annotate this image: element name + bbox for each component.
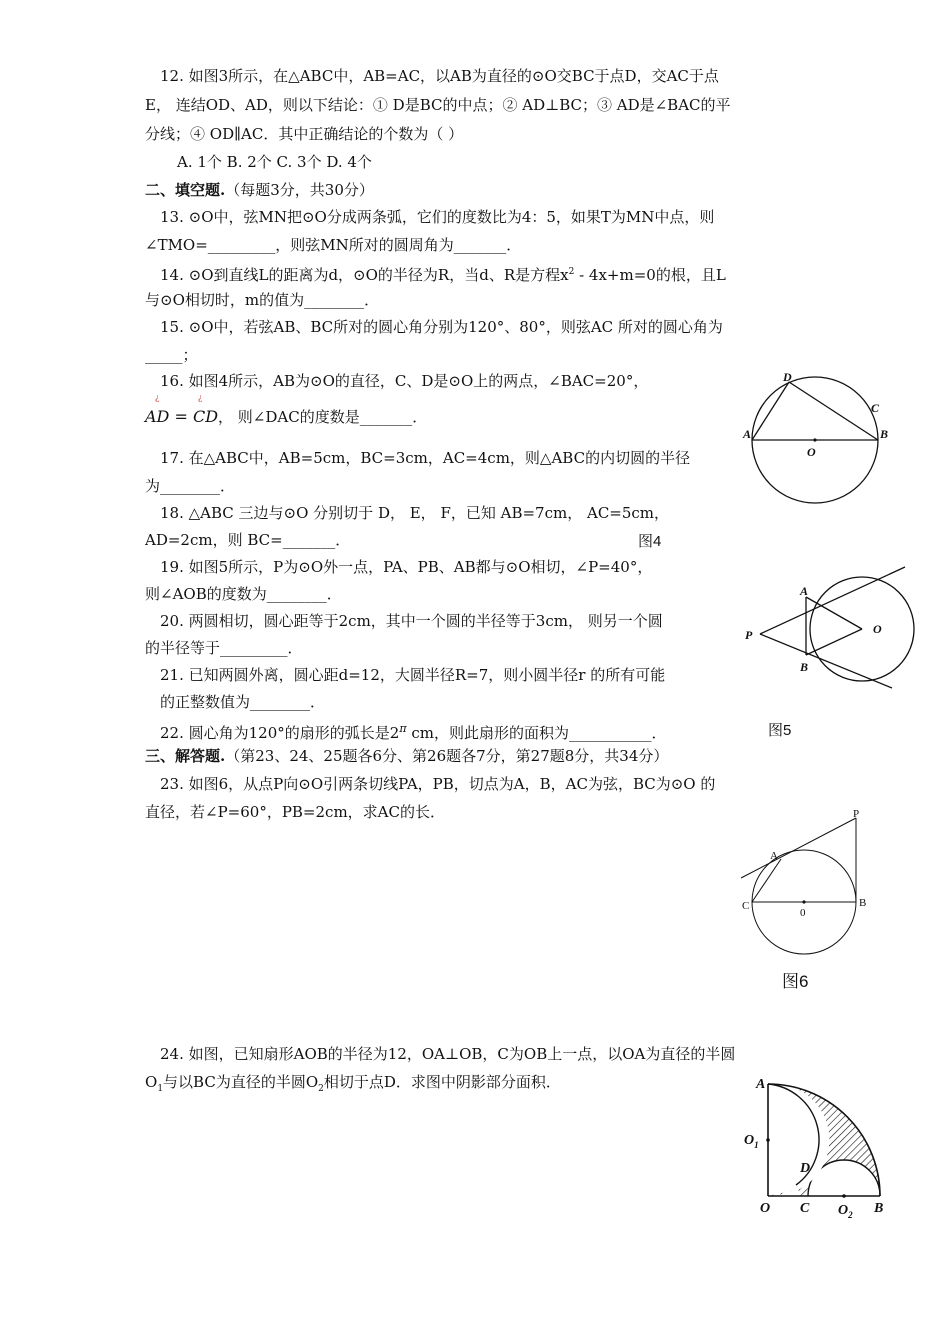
q14-line1 <box>160 262 726 285</box>
fig5-caption: 图5 <box>768 722 792 739</box>
q22-line1a: 22. 圆心角为120°的扇形的弧长是2 <box>160 724 400 742</box>
figure-4 <box>740 365 900 510</box>
q24-label-d: D <box>800 1161 811 1176</box>
q24-label-b: B <box>874 1201 884 1216</box>
q24-sub2: 2 <box>318 1084 324 1094</box>
q20-line2: 的半径等于_________． <box>145 639 303 657</box>
q18-line2: AD=2cm，则 BC=_______． <box>145 531 351 549</box>
q15-line1: 15. ⊙O中，若弦AB、BC所对的圆心角分别为120°、80°，则弦AC 所对的圆心角为 <box>160 318 723 336</box>
q13-line2: ∠TMO=_________，则弦MN所对的圆周角为_______． <box>145 236 522 254</box>
fig5-tangent-upper <box>760 567 905 634</box>
figure-5 <box>740 565 920 690</box>
q24-center-o1 <box>766 1138 770 1142</box>
q14-line2: 与⊙O相切时，m的值为________． <box>145 291 380 309</box>
figure-q24 <box>740 1072 900 1222</box>
fig4-chord-db <box>789 382 878 440</box>
section2-note: （每题3分，共30分） <box>225 181 374 199</box>
q21-line1: 21. 已知两圆外离，圆心距d=12，大圆半径R=7，则小圆半径r 的所有可能 <box>160 666 666 684</box>
fig6-label-b: B <box>859 897 867 909</box>
q16-line2 <box>145 407 427 427</box>
fig5-label-p: P <box>745 628 753 642</box>
fig4-chord-ad <box>752 382 789 440</box>
q18-line1: 18. △ABC 三边与⊙O 分别切于 D， E， F，已知 AB=7cm， AC=5cm， <box>160 504 670 522</box>
section2-heading <box>145 180 374 200</box>
figure-6 <box>738 805 878 955</box>
q24-center-o2 <box>842 1194 846 1198</box>
q24-line2c: 相切于点D．求图中阴影部分面积． <box>323 1073 561 1091</box>
fig5-radius-oa <box>806 597 862 629</box>
q12-options: A. 1个 B. 2个 C. 3个 D. 4个 <box>177 153 372 171</box>
q24-label-a: A <box>756 1077 766 1092</box>
fig6-label-p: P <box>853 808 860 820</box>
q24-line2 <box>145 1072 561 1099</box>
fig4-caption: 图4 <box>638 533 662 550</box>
fig6-label-c: C <box>742 900 750 912</box>
q14-line1a: 14. ⊙O到直线L的距离为d，⊙O的半径为R，当d、R是方程x <box>160 266 569 284</box>
fig6-center-dot <box>802 900 805 903</box>
fig4-center-dot <box>813 438 816 441</box>
arc-mark-1: ¿ <box>155 393 160 402</box>
q22-line1 <box>160 719 666 743</box>
q24-line2a: O <box>145 1073 158 1091</box>
q23-line1: 23. 如图6，从点P向⊙O引两条切线PA，PB，切点为A，B，AC为弦，BC为⊙O 的 <box>160 775 716 793</box>
fig6-tangent-pa <box>741 818 856 878</box>
q24-line2b: 与以BC为直径的半圆O <box>163 1073 319 1091</box>
q16-line2-text: ， 则∠DAC的度数是_______． <box>218 408 428 426</box>
q24-line1: 24. 如图，已知扇形AOB的半径为12，OA⊥OB，C为OB上一点，以OA为直径的半圆 <box>160 1045 736 1063</box>
q24-label-c: C <box>800 1201 810 1216</box>
q22-line1b: cm，则此扇形的面积为___________． <box>406 724 667 742</box>
q24-label-o2: $O_2$ <box>838 1203 853 1220</box>
fig6-label-a: A <box>770 850 778 862</box>
fig5-label-o: O <box>873 622 882 636</box>
section2-title: 二、填空题. <box>145 181 226 199</box>
q17-line1: 17. 在△ABC中，AB=5cm，BC=3cm，AC=4cm，则△ABC的内切圆的半径 <box>160 449 691 467</box>
section3-heading <box>145 746 668 766</box>
q20-line1: 20. 两圆相切，圆心距等于2cm，其中一个圆的半径等于3cm， 则另一个圆 <box>160 612 663 630</box>
arc-mark-2: ¿ <box>198 393 203 402</box>
q12-line3: 分线；④ OD∥AC．其中正确结论的个数为（ ） <box>145 125 464 143</box>
fig4-label-o: O <box>807 445 816 459</box>
q24-sub1: 1 <box>157 1084 164 1094</box>
q16-arc-equation: AD = CD <box>145 407 219 426</box>
q23-line2: 直径，若∠P=60°，PB=2cm，求AC的长． <box>145 803 445 821</box>
fig5-label-a: A <box>800 584 809 598</box>
q14-line1b: - 4x+m=0的根，且L <box>574 266 726 284</box>
q12-line2: E， 连结OD、AD，则以下结论：① D是BC的中点；② AD⊥BC；③ AD是∠BAC的平 <box>145 96 731 114</box>
q12-line1: 12. 如图3所示，在△ABC中，AB=AC，以AB为直径的⊙O交BC于点D，交AC于点 <box>160 67 719 85</box>
fig6-label-o: 0 <box>800 907 806 919</box>
q24-label-o1: $O_1$ <box>744 1133 759 1150</box>
q13-line1: 13. ⊙O中，弦MN把⊙O分成两条弧，它们的度数比为4：5，如果T为MN中点，则 <box>160 208 715 226</box>
q22-pi: π <box>399 722 407 735</box>
q14-sup: 2 <box>568 267 575 277</box>
q15-line2: _____； <box>145 346 198 364</box>
fig4-label-b: B <box>880 427 889 441</box>
fig5-label-b: B <box>800 660 809 674</box>
fig6-caption: 图6 <box>782 972 809 991</box>
q19-line2: 则∠AOB的度数为________． <box>145 585 342 603</box>
section3-note: （第23、24、25题各6分、第26题各7分，第27题8分，共34分） <box>225 747 669 765</box>
fig4-label-c: C <box>871 401 880 415</box>
q24-label-o: O <box>760 1201 771 1216</box>
fig4-label-a: A <box>743 427 752 441</box>
fig5-tangent-lower <box>760 634 892 688</box>
section3-title: 三、解答题. <box>145 747 226 765</box>
q19-line1: 19. 如图5所示，P为⊙O外一点，PA、PB、AB都与⊙O相切，∠P=40°， <box>160 558 653 576</box>
q16-line1: 16. 如图4所示，AB为⊙O的直径，C、D是⊙O上的两点，∠BAC=20°， <box>160 372 649 390</box>
q17-line2: 为________． <box>145 477 236 495</box>
fig4-label-d: D <box>783 370 792 384</box>
fig5-radius-ob <box>806 629 862 655</box>
q21-line2: 的正整数值为________． <box>160 693 326 711</box>
